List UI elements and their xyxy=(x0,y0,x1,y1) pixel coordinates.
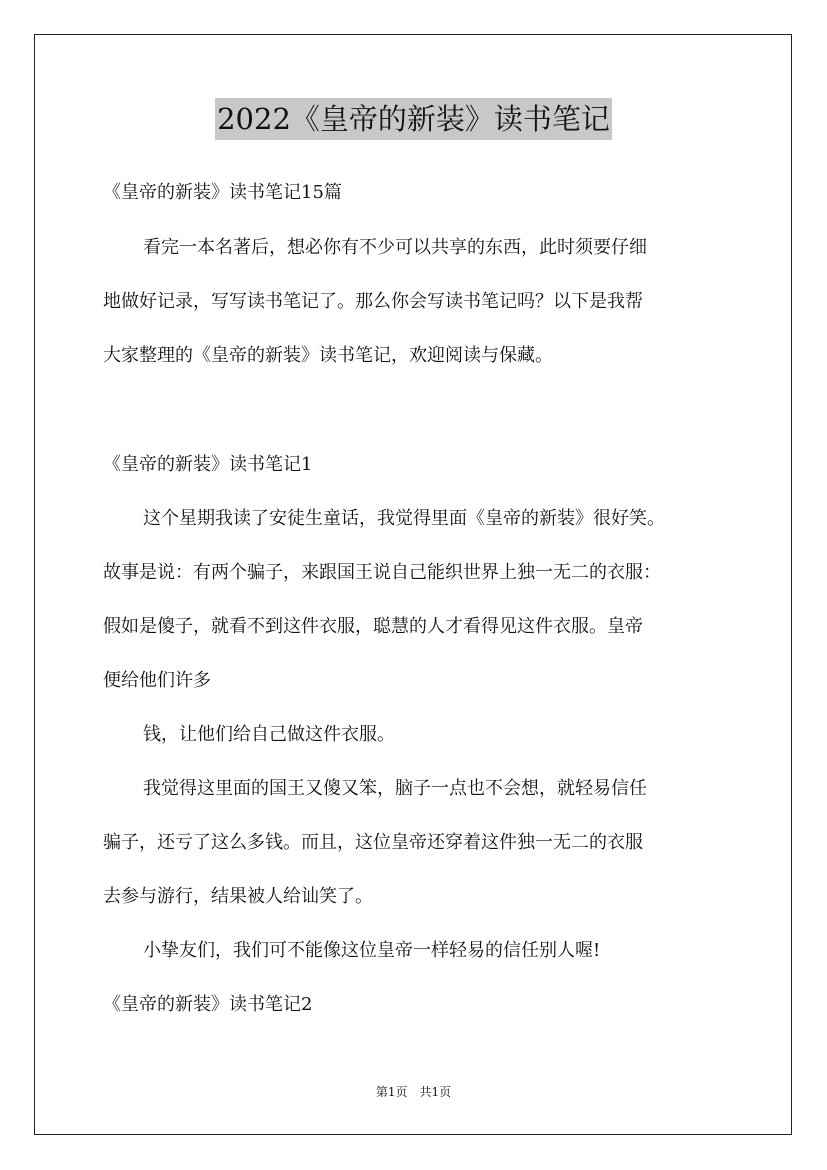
page-number: 第1页 共1页 xyxy=(375,1085,452,1099)
section-heading-2: 《皇帝的新装》读书笔记2 xyxy=(103,994,313,1015)
section-heading-1: 《皇帝的新装》读书笔记1 xyxy=(103,454,313,475)
collection-heading: 《皇帝的新装》读书笔记15篇 xyxy=(103,182,342,203)
document-title: 2022《皇帝的新装》读书笔记 xyxy=(215,98,612,140)
body-paragraph-line: 小挚友们，我们可不能像这位皇帝一样轻易的信任别人喔! xyxy=(143,940,601,961)
intro-paragraph-line: 看完一本名著后，想必你有不少可以共享的东西，此时须要仔细 xyxy=(143,237,647,258)
body-paragraph-line: 假如是傻子，就看不到这件衣服，聪慧的人才看得见这件衣服。皇帝 xyxy=(103,616,643,637)
intro-paragraph-line: 地做好记录，写写读书笔记了。那么你会写读书笔记吗？以下是我帮 xyxy=(103,291,643,312)
body-paragraph-line: 故事是说：有两个骗子，来跟国王说自己能织世界上独一无二的衣服： xyxy=(103,562,661,583)
body-paragraph-line: 去参与游行，结果被人给讪笑了。 xyxy=(103,886,373,907)
intro-paragraph-line: 大家整理的《皇帝的新装》读书笔记，欢迎阅读与保藏。 xyxy=(103,345,553,366)
body-paragraph-line: 我觉得这里面的国王又傻又笨，脑子一点也不会想，就轻易信任 xyxy=(143,778,647,799)
body-paragraph-line: 骗子，还亏了这么多钱。而且，这位皇帝还穿着这件独一无二的衣服 xyxy=(103,832,643,853)
body-paragraph-line: 钱，让他们给自己做这件衣服。 xyxy=(143,724,395,745)
title-container xyxy=(0,98,827,140)
body-paragraph-line: 便给他们许多 xyxy=(103,670,211,691)
body-paragraph-line: 这个星期我读了安徒生童话，我觉得里面《皇帝的新装》很好笑。 xyxy=(143,508,665,529)
